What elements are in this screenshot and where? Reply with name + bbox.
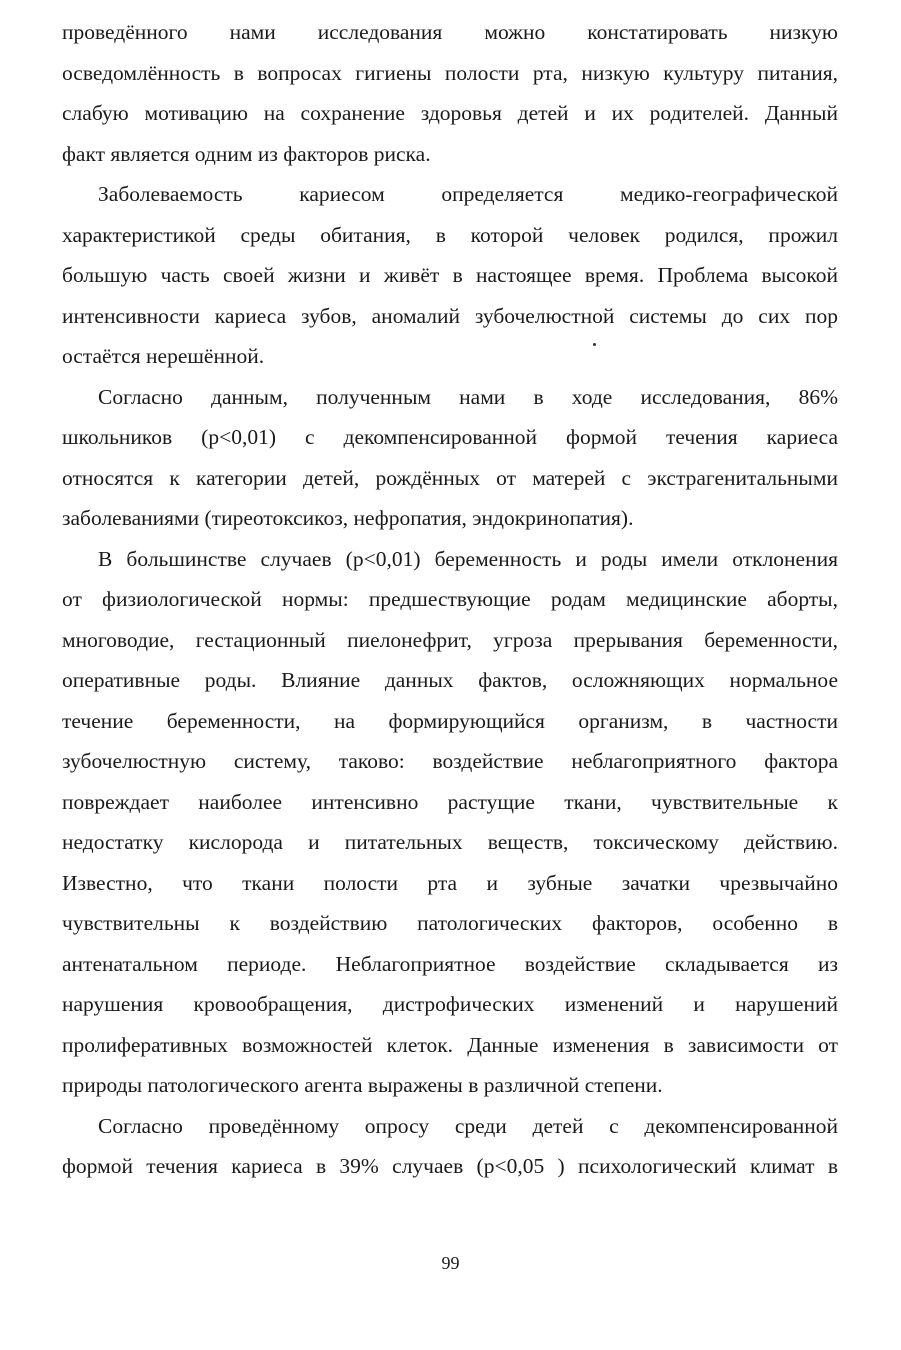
text-line: школьников (р<0,01) с декомпенсированной формой течения кариеса bbox=[62, 425, 838, 449]
text-line: характеристикой среды обитания, в которой человек родился, прожил bbox=[62, 222, 838, 247]
text-line: интенсивности кариеса зубов, аномалий зубочелюстной системы до сих пор bbox=[62, 303, 838, 328]
text-line: заболеваниями (тиреотоксикоз, нефропатия, эндокринопатия). bbox=[62, 506, 634, 530]
text-line: природы патологического агента выражены в различной степени. bbox=[62, 1073, 663, 1097]
text-line: повреждает наиболее интенсивно растущие ткани, чувствительные к bbox=[62, 789, 838, 814]
text-line: от физиологической нормы: предшествующие родам медицинские аборты, bbox=[62, 587, 838, 611]
paragraph-5 bbox=[62, 1106, 838, 1187]
text-line: течение беременности, на формирующийся организм, в частности bbox=[62, 708, 838, 733]
body-text bbox=[62, 12, 838, 1187]
text-line: В большинстве случаев (р<0,01) беременность и роды имели отклонения bbox=[98, 546, 838, 571]
text-line: большую часть своей жизни и живёт в настоящее время. Проблема высокой bbox=[62, 263, 838, 287]
text-line: слабую мотивацию на сохранение здоровья детей и их родителей. Данный bbox=[62, 101, 838, 125]
text-line: нарушения кровообращения, дистрофических изменений и нарушений bbox=[62, 992, 838, 1016]
text-line: чувствительны к воздействию патологических факторов, особенно в bbox=[62, 911, 838, 935]
text-line: осведомлённость в вопросах гигиены полости рта, низкую культуру питания, bbox=[62, 60, 838, 85]
text-line: Известно, что ткани полости рта и зубные зачатки чрезвычайно bbox=[62, 870, 838, 895]
paragraph-3 bbox=[62, 377, 838, 539]
scan-speck bbox=[593, 343, 596, 346]
text-line: проведённого нами исследования можно констатировать низкую bbox=[62, 20, 838, 44]
text-line: формой течения кариеса в 39% случаев (р<0,05 ) психологический климат в bbox=[62, 1154, 838, 1178]
text-line: остаётся нерешённой. bbox=[62, 344, 265, 368]
paragraph-2 bbox=[62, 174, 838, 377]
text-line: зубочелюстную систему, таково: воздействие неблагоприятного фактора bbox=[62, 749, 838, 773]
text-line: факт является одним из факторов риска. bbox=[62, 141, 431, 166]
text-line: Заболеваемость кариесом определяется медико-географической bbox=[98, 182, 838, 206]
text-line: антенатальном периоде. Неблагоприятное воздействие складывается из bbox=[62, 951, 838, 976]
text-line: относятся к категории детей, рождённых от матерей с экстрагенитальными bbox=[62, 465, 838, 490]
text-line: Согласно проведённому опросу среди детей с декомпенсированной bbox=[98, 1113, 838, 1138]
paragraph-1 bbox=[62, 12, 838, 174]
page-number: 99 bbox=[441, 1253, 460, 1273]
paragraph-4 bbox=[62, 539, 838, 1106]
text-line: недостатку кислорода и питательных веществ, токсическому действию. bbox=[62, 830, 838, 854]
text-line: Согласно данным, полученным нами в ходе исследования, 86% bbox=[98, 384, 838, 409]
text-line: пролиферативных возможностей клеток. Данные изменения в зависимости от bbox=[62, 1032, 838, 1057]
text-line: оперативные роды. Влияние данных фактов, осложняющих нормальное bbox=[62, 668, 838, 692]
text-line: многоводие, гестационный пиелонефрит, угроза прерывания беременности, bbox=[62, 627, 838, 652]
